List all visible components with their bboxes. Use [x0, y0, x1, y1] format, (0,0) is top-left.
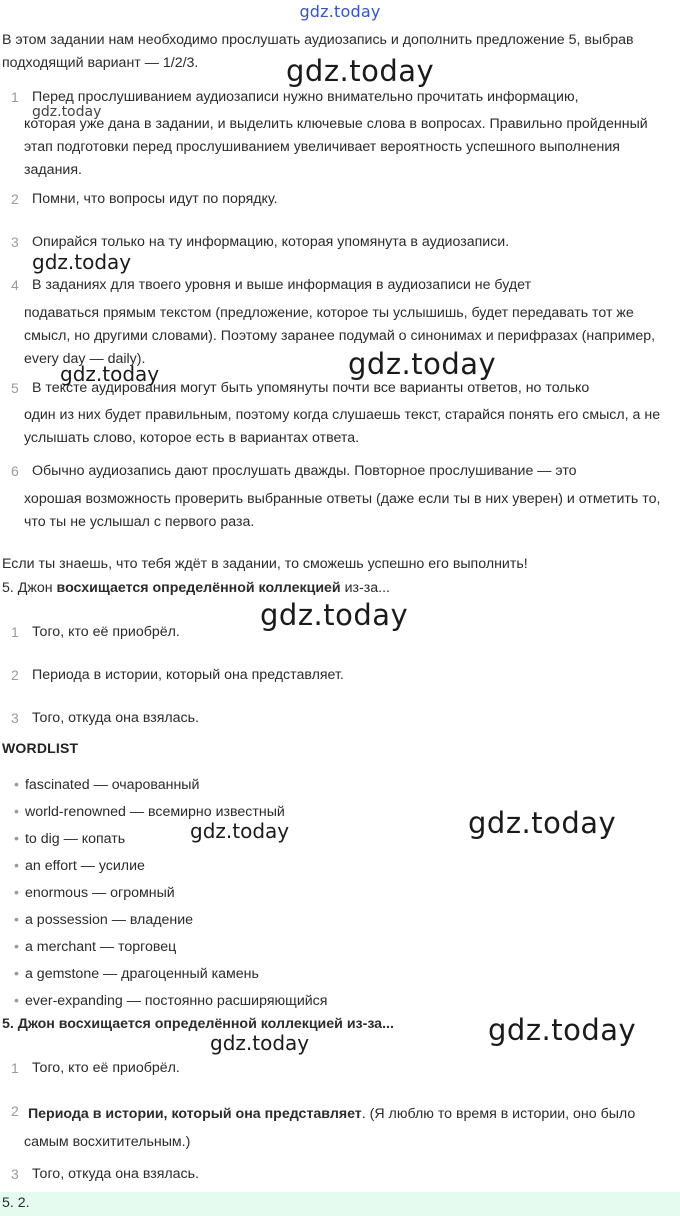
wordlist-item — [14, 961, 259, 988]
watermark: gdz.today — [60, 362, 160, 386]
option-text-correct — [24, 1100, 676, 1156]
bullet-icon: • — [14, 966, 19, 982]
wordlist-item — [14, 988, 327, 1015]
watermark: gdz.today — [348, 347, 497, 381]
watermark: gdz.today — [260, 598, 409, 632]
tip-text: Перед прослушиванием аудиозаписи нужно внимательно прочитать информацию, — [32, 89, 579, 105]
tip-text-cont: которая уже дана в задании, и выделить ключевые слова в вопросах. Правильно пройденный этап подготовки перед прослушиванием увеличивает вероятность успешного выполнения задания. — [24, 116, 648, 178]
bullet-icon: • — [14, 885, 19, 901]
tip-text: Помни, что вопросы идут по порядку. — [32, 191, 278, 207]
watermark: gdz.today — [190, 819, 290, 843]
final-answer: 5. 2. — [2, 1195, 30, 1211]
tip-number: 3 — [11, 234, 19, 250]
option-text: Того, откуда она взялась. — [32, 710, 199, 726]
tip-text: В тексте аудирования могут быть упомянуты почти все варианты ответов, но только — [32, 380, 590, 396]
option-number: 2 — [11, 667, 19, 683]
wordlist-entry: enormous — огромный — [24, 885, 175, 901]
bullet-icon: • — [14, 858, 19, 874]
tip-number: 5 — [11, 380, 19, 396]
option-text: Периода в истории, который она представляет. — [32, 667, 344, 683]
bullet-icon: • — [14, 831, 19, 847]
watermark: gdz.today — [286, 54, 435, 88]
wordlist-entry: a merchant — торговец — [24, 939, 177, 955]
option-number: 1 — [11, 624, 19, 640]
wordlist-entry: a possession — владение — [24, 912, 194, 928]
tip-text: В заданиях для твоего уровня и выше информация в аудиозаписи не будет — [32, 277, 532, 293]
option-explanation: . (Я люблю то время в истории, оно было самым восхитительным.) — [24, 1106, 636, 1150]
tip-number: 1 — [11, 89, 19, 105]
wordlist-item — [14, 880, 175, 907]
wordlist-item — [14, 826, 125, 853]
wordlist-entry: a gemstone — драгоценный камень — [24, 966, 259, 982]
watermark: gdz.today — [488, 1013, 637, 1047]
wordlist-entry: world-renowned — всемирно известный — [24, 804, 285, 820]
tip-number: 2 — [11, 191, 19, 207]
bullet-icon: • — [14, 993, 19, 1009]
option-text: Того, откуда она взялась. — [32, 1166, 199, 1182]
question-prefix: 5. Джон — [2, 580, 57, 596]
option-text: Того, кто её приобрёл. — [32, 1060, 180, 1076]
question-suffix: из-за... — [340, 580, 390, 596]
option-number: 2 — [11, 1103, 19, 1119]
wordlist-item — [14, 907, 193, 934]
question — [2, 577, 672, 600]
option-number: 1 — [11, 1060, 19, 1076]
wordlist-entry: to dig — копать — [24, 831, 126, 847]
watermark: gdz.today — [32, 250, 132, 274]
wordlist-entry: fascinated — очарованный — [24, 777, 200, 793]
conclusion: Если ты знаешь, что тебя ждёт в задании, то сможешь успешно его выполнить! — [2, 556, 528, 572]
wordlist-item — [14, 799, 285, 826]
bullet-icon: • — [14, 777, 19, 793]
option-number: 3 — [11, 710, 19, 726]
bullet-icon: • — [14, 804, 19, 820]
correct-answer-text: Периода в истории, который она представляет — [27, 1106, 362, 1122]
tip-text-cont: хорошая возможность проверить выбранные ответы (даже если ты в них уверен) и отметить то, что ты не услышал с первого раза. — [24, 491, 661, 530]
intro-paragraph: В этом задании нам необходимо прослушать аудиозапись и дополнить предложение 5, выбрав подходящий вариант — 1/2/3. — [2, 32, 634, 71]
bullet-icon: • — [14, 939, 19, 955]
wordlist-item — [14, 772, 199, 799]
answer-question: 5. Джон восхищается определённой коллекцией из-за... — [2, 1016, 394, 1032]
watermark: gdz.today — [210, 1031, 310, 1055]
option-number: 3 — [11, 1166, 19, 1182]
watermark: gdz.today — [32, 104, 102, 120]
wordlist-entry: ever-expanding — постоянно расширяющийся — [24, 993, 328, 1009]
wordlist-item — [14, 853, 145, 880]
watermark: gdz.today — [468, 806, 617, 840]
tip-text-cont: один из них будет правильным, поэтому когда слушаешь текст, старайся понять его смысл, а не услышать слово, которое есть в вариантах ответа. — [24, 407, 661, 446]
wordlist-item — [14, 934, 176, 961]
option-text: Того, кто её приобрёл. — [32, 624, 180, 640]
answer-bar — [0, 1192, 680, 1216]
site-title[interactable]: gdz.today — [299, 2, 381, 21]
bullet-icon: • — [14, 912, 19, 928]
wordlist-entry: an effort — усилие — [24, 858, 145, 874]
tip-text-cont: подаваться прямым текстом (предложение, которое ты услышишь, будет передавать тот же смысл, но другими словами). Поэтому заранее подумай о синонимах и перифразах (например, every day — daily). — [24, 305, 656, 367]
tip-text: Обычно аудиозапись дают прослушать дважды. Повторное прослушивание — это — [32, 463, 577, 479]
tip-number: 4 — [11, 277, 19, 293]
question-bold: восхищается определённой коллекцией — [56, 580, 341, 596]
tip-text: Опирайся только на ту информацию, которая упомянута в аудиозаписи. — [32, 234, 510, 250]
tip-number: 6 — [11, 463, 19, 479]
wordlist-heading: WORDLIST — [2, 740, 79, 756]
